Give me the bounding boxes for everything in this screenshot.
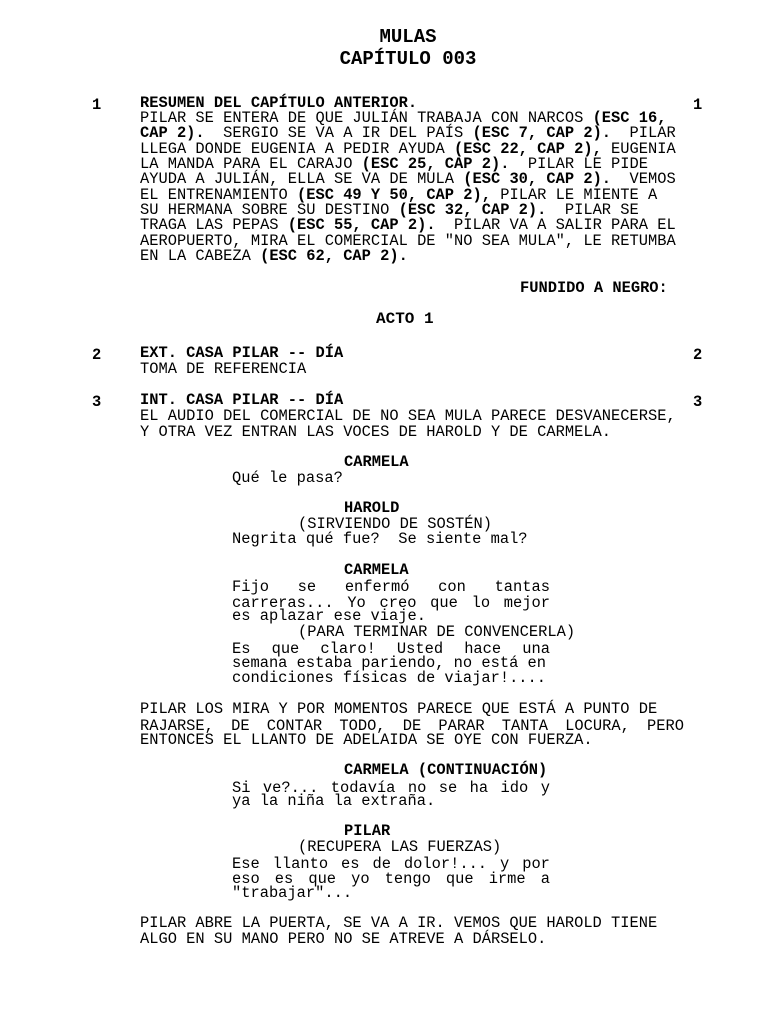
transition-fade: FUNDIDO A NEGRO: [520,279,668,297]
act-heading: ACTO 1 [376,310,434,328]
word: ve?... [262,779,319,797]
scene-action: Y OTRA VEZ ENTRAN LAS VOCES DE HAROLD Y DE CARMELA. [140,423,612,441]
scene-heading: INT. CASA PILAR -- DÍA [140,391,344,409]
word: tantas [494,578,550,596]
scene-reference: (ESC 25, CAP 2). [361,155,510,174]
scene-reference: (ESC 16, [592,109,667,127]
action-line: ALGO EN SU MANO PERO NO SE ATREVE A DÁRSELO. [140,930,547,948]
word: y [540,779,550,797]
scene-reference: (ESC 22, CAP 2), [454,139,602,158]
word: Fijo [232,578,269,596]
scene-number-right: 3 [693,393,703,411]
word: enfermó [344,578,410,596]
summary-text: PILAR LE PIDE [509,155,648,174]
word: Es [232,640,251,658]
word: Si [232,779,251,797]
summary-text: EUGENIA [601,139,676,158]
dialogue-line: "trabajar"... [232,884,353,902]
word: Usted [396,640,444,658]
word: una [522,640,550,658]
word: y [500,855,510,873]
word: CONTAR [266,717,323,735]
word: que [271,640,300,658]
word: de [372,855,391,873]
word: yo [351,870,370,888]
scene-number-right: 1 [693,96,703,114]
word: irme [488,870,526,888]
summary-text: PILAR SE [546,201,639,220]
dialogue-line: Negrita qué fue? Se siente mal? [232,530,528,548]
word: a [540,870,550,888]
word: no [407,779,427,797]
word: eso [232,870,260,888]
word: dolor!... [403,855,488,873]
scene-reference: (ESC 62, CAP 2). [260,247,408,266]
word: es [341,855,360,873]
summary-text: EL ENTRENAMIENTO [140,185,298,204]
parenthetical: (PARA TERMINAR DE CONVENCERLA) [298,623,576,641]
dialogue-line: Qué le pasa? [232,469,343,487]
summary-text: PILAR [611,124,676,143]
word: hace [464,640,502,658]
dialogue-line: condiciones físicas de viajar!.... [232,669,547,687]
dialogue-line: ya la niña la extraña. [232,792,436,810]
summary-text: LLEGA DONDE EUGENIA A PEDIR AYUDA [140,139,455,158]
summary-text: SU HERMANA SOBRE SU DESTINO [140,201,399,220]
word: DE [402,717,422,735]
summary-text: AEROPUERTO, MIRA EL COMERCIAL DE "NO SEA MULA", LE RETUMBA [140,231,676,250]
chapter-title: CAPÍTULO 003 [339,48,477,70]
word: todavía [330,779,396,797]
word: ha [469,779,489,797]
scene-reference: CAP 2). [140,124,205,143]
word: lo [471,594,491,612]
word: creo [379,594,417,612]
summary-text: PILAR LE MIENTE A [490,185,658,204]
scene-action: EL AUDIO DEL COMERCIAL DE NO SEA MULA PARECE DESVANECERSE, [140,407,676,425]
character-name: PILAR [344,822,391,840]
word: llanto [272,855,329,873]
summary-heading: RESUMEN DEL CAPÍTULO ANTERIOR. [140,94,418,112]
word: carreras... [232,594,334,612]
word: DE [231,717,250,735]
action-line: PILAR LOS MIRA Y POR MOMENTOS PARECE QUE ESTÁ A PUNTO DE [140,700,658,718]
summary-text: LA MANDA PARA EL CARAJO [140,155,362,174]
word: tengo [384,870,431,888]
word: PARAR [438,717,485,735]
parenthetical: (RECUPERA LAS FUERZAS) [298,838,502,856]
word: Ese [232,855,260,873]
dialogue-line: es aplazar ese viaje. [232,607,426,625]
scene-number-left: 1 [92,96,102,114]
word: que [445,870,474,888]
action-line: PILAR ABRE LA PUERTA, SE VA A IR. VEMOS QUE HAROLD TIENE [140,914,658,932]
word: que [308,870,337,888]
word: es [274,870,294,888]
character-name: CARMELA [344,453,409,471]
summary-text: TRAGA LAS PEPAS [140,216,288,235]
summary-line [140,249,408,265]
scene-reference: (ESC 49 Y 50, CAP 2), [297,185,491,204]
scene-heading: EXT. CASA PILAR -- DÍA [140,344,344,362]
summary-text: SERGIO SE VA A IR DEL PAÍS [204,124,473,143]
scene-reference: (ESC 32, CAP 2). [398,201,547,220]
word: por [522,855,550,873]
summary-text: AYUDA A JULIÁN, ELLA SE VA DE MULA [140,170,464,189]
action-line: ENTONCES EL LLANTO DE ADELAIDA SE OYE CON FUERZA. [140,731,593,749]
parenthetical: (SIRVIENDO DE SOSTÉN) [298,515,492,533]
scene-reference: (ESC 30, CAP 2). [463,170,612,189]
scene-reference: (ESC 7, CAP 2). [472,124,612,143]
word: mejor [503,594,550,612]
character-name: CARMELA (CONTINUACIÓN) [344,761,548,779]
word: claro! [320,640,376,658]
scene-action: TOMA DE REFERENCIA [140,360,307,378]
word: ido [500,779,529,797]
word: PERO [647,717,684,735]
word: se [297,578,317,596]
word: RAJARSE, [140,717,214,735]
scene-number-right: 2 [693,346,703,364]
summary-text: PILAR SE ENTERA DE QUE JULIÁN TRABAJA CON NARCOS [140,109,593,127]
word: Yo [347,594,366,612]
summary-text: VEMOS [611,170,676,189]
summary-text: EN LA CABEZA [140,247,261,266]
script-title: MULAS [379,26,437,48]
summary-text: PILAR VA A SALIR PARA EL [435,216,676,235]
word: TANTA [501,717,548,735]
word: LOCURA, [565,717,630,735]
word: TODO, [339,717,386,735]
word: que [430,594,458,612]
character-name: CARMELA [344,561,409,579]
scene-number-left: 2 [92,346,102,364]
character-name: HAROLD [344,499,400,517]
dialogue-line: semana estaba pariendo, no está en [232,654,547,672]
word: se [438,779,458,797]
scene-number-left: 3 [92,393,102,411]
scene-reference: (ESC 55, CAP 2). [287,216,436,235]
word: con [438,578,466,596]
